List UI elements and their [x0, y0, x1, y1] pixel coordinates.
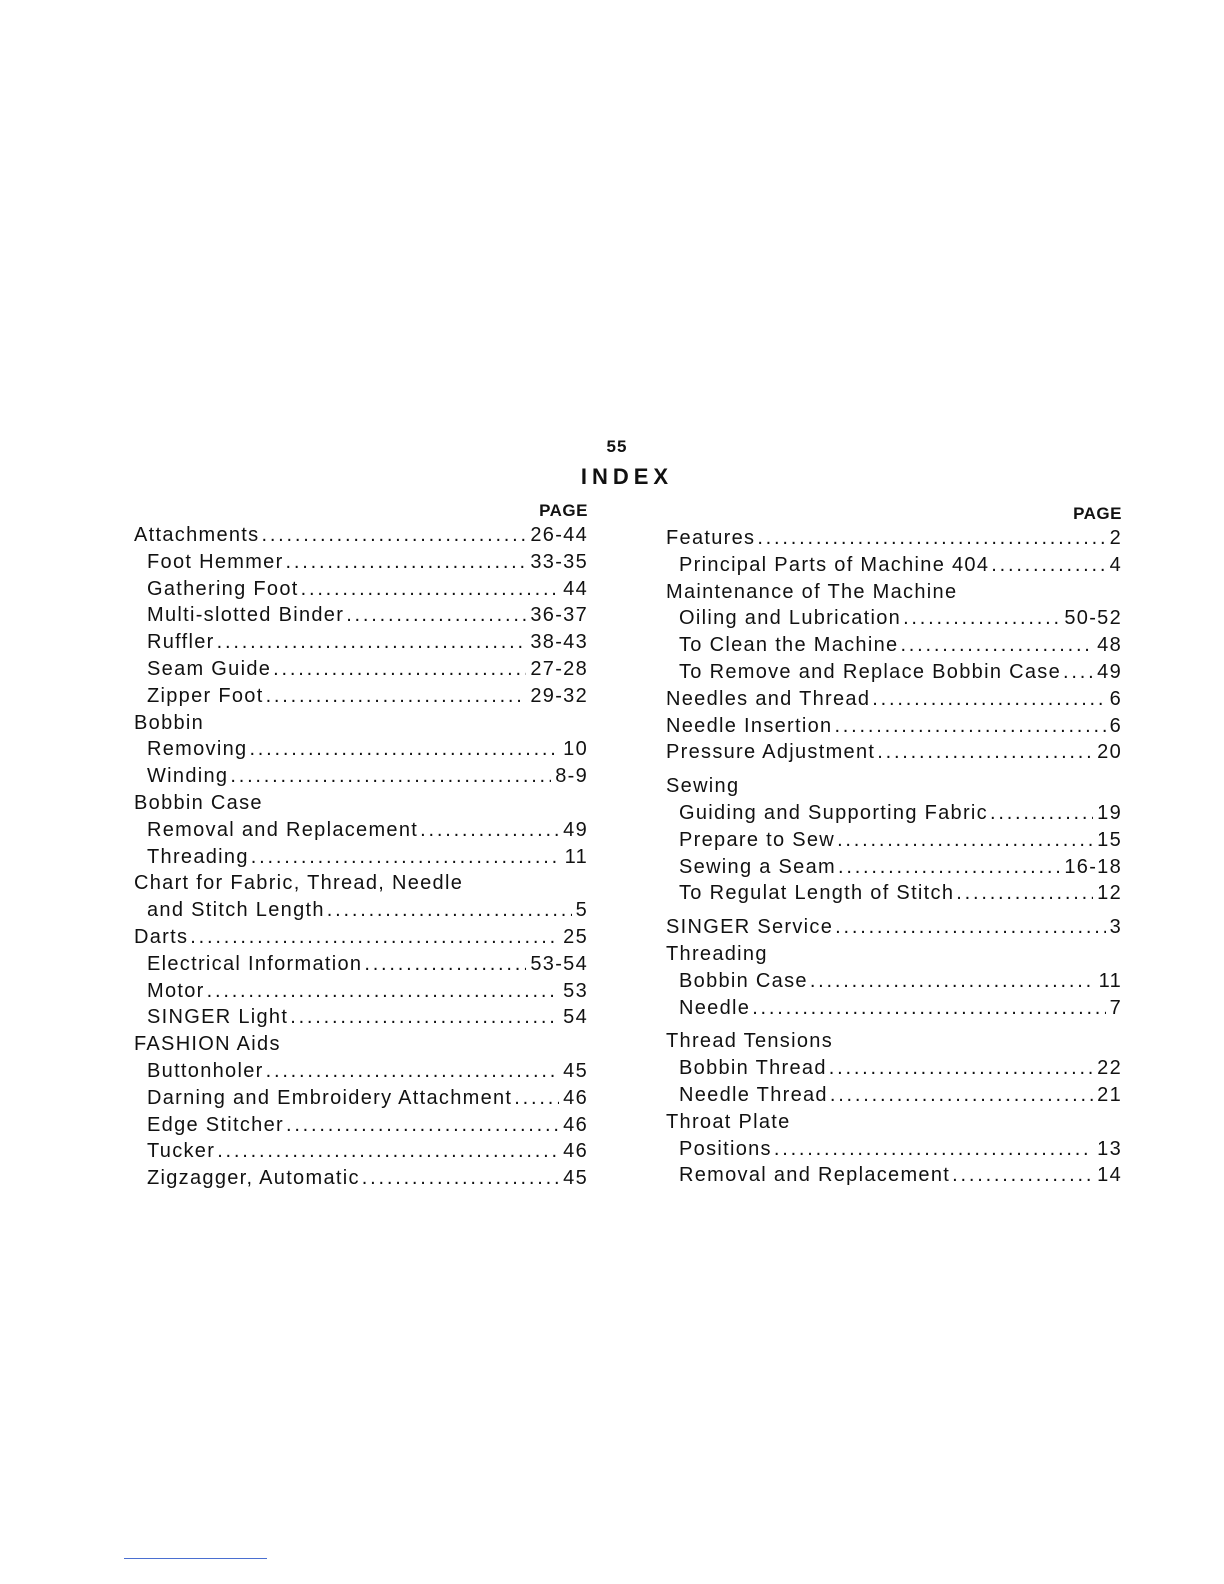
entry-page-number: 5: [575, 899, 588, 922]
dot-leader: [266, 1058, 560, 1085]
entry-page-number: 25: [563, 925, 588, 948]
index-entry: [134, 522, 588, 549]
dot-leader: [1063, 659, 1093, 686]
entry-label: Bobbin Case: [679, 969, 808, 992]
index-entry: [134, 870, 588, 897]
index-entries-left: [134, 522, 588, 1192]
dot-leader: [249, 736, 559, 763]
entry-label: Attachments: [134, 524, 260, 546]
entry-page-number: 16-18: [1064, 855, 1122, 878]
index-subentry: [134, 629, 588, 656]
index-subentry: [134, 576, 588, 603]
entry-label: Bobbin Thread: [679, 1057, 827, 1080]
entry-page-number: 8-9: [555, 765, 588, 788]
entry-label: SINGER Service: [666, 916, 834, 939]
entry-label: Darning and Embroidery Attachment: [147, 1086, 513, 1109]
entry-label: Threading: [147, 845, 249, 868]
dot-leader: [290, 1004, 559, 1031]
index-subentry: [134, 1138, 588, 1165]
entry-page-number: 3: [1109, 916, 1122, 939]
entry-page-number: 26-44: [530, 524, 588, 546]
entry-label: Multi-slotted Binder: [147, 604, 345, 627]
entry-page-number: 53-54: [530, 952, 588, 975]
entry-page-number: 48: [1097, 634, 1122, 657]
entry-page-number: 27-28: [530, 657, 588, 680]
dot-leader: [774, 1136, 1093, 1163]
index-subentry: [134, 897, 588, 924]
index-entries-right: [666, 525, 1122, 1189]
entry-label: Principal Parts of Machine 404: [679, 553, 990, 576]
entry-page-number: 36-37: [530, 604, 588, 627]
index-subentry: [134, 844, 588, 871]
entry-label: Needles and Thread: [666, 687, 871, 710]
entry-label: Electrical Information: [147, 952, 363, 975]
index-subentry: [134, 1112, 588, 1139]
dot-leader: [420, 817, 559, 844]
dot-leader: [757, 525, 1105, 552]
index-subentry: [666, 552, 1122, 579]
index-subentry: [134, 1058, 588, 1085]
dot-leader: [903, 605, 1060, 632]
entry-page-number: 49: [1097, 660, 1122, 683]
index-subentry: [134, 951, 588, 978]
index-entry: [666, 525, 1122, 552]
entry-page-number: 38-43: [530, 631, 588, 654]
entry-page-number: 22: [1097, 1057, 1122, 1080]
index-subentry: [666, 1082, 1122, 1109]
dot-leader: [837, 827, 1093, 854]
index-subentry: [666, 854, 1122, 881]
entry-label: Removal and Replacement: [147, 818, 419, 841]
entry-label: To Remove and Replace Bobbin Case: [679, 660, 1061, 683]
entry-label: Zigzagger, Automatic: [147, 1167, 360, 1190]
dot-leader: [217, 1138, 559, 1165]
entry-label: SINGER Light: [147, 1006, 289, 1029]
index-subentry: [134, 656, 588, 683]
dot-leader: [834, 713, 1105, 740]
dot-leader: [990, 800, 1093, 827]
page-column-header: PAGE: [539, 501, 588, 520]
index-entry: [134, 790, 588, 817]
dot-leader: [952, 1162, 1093, 1189]
index-subentry: [666, 1162, 1122, 1189]
section-gap: [666, 766, 1122, 773]
dot-leader: [327, 897, 572, 924]
entry-label: FASHION Aids: [134, 1033, 281, 1056]
index-entry: [666, 739, 1122, 766]
dot-leader: [301, 576, 560, 603]
entry-label: Prepare to Sew: [679, 828, 836, 851]
dot-leader: [991, 552, 1105, 579]
entry-label: Features: [666, 527, 756, 549]
entry-page-number: 45: [563, 1167, 588, 1190]
entry-page-number: 6: [1109, 714, 1122, 737]
dot-leader: [830, 1082, 1093, 1109]
entry-label: Motor: [147, 979, 205, 1002]
entry-page-number: 44: [563, 577, 588, 600]
index-subentry: [134, 736, 588, 763]
entry-page-number: 46: [563, 1086, 588, 1109]
dot-leader: [835, 914, 1105, 941]
entry-label: and Stitch Length: [147, 899, 325, 922]
entry-page-number: 49: [563, 818, 588, 841]
entry-label: Gathering Foot: [147, 577, 299, 600]
entry-page-number: 4: [1109, 553, 1122, 576]
dot-leader: [207, 978, 560, 1005]
dot-leader: [877, 739, 1093, 766]
entry-label: Maintenance of The Machine: [666, 580, 958, 603]
page-number: 55: [606, 437, 628, 456]
index-subentry: [666, 995, 1122, 1022]
index-subentry: [666, 659, 1122, 686]
entry-page-number: 14: [1097, 1164, 1122, 1187]
entry-label: Positions: [679, 1137, 772, 1160]
dot-leader: [829, 1055, 1093, 1082]
dot-leader: [273, 656, 526, 683]
entry-page-number: 54: [563, 1006, 588, 1029]
index-entry: [134, 924, 588, 951]
entry-label: Threading: [666, 942, 768, 965]
entry-label: Sewing a Seam: [679, 855, 836, 878]
entry-label: To Regulat Length of Stitch: [679, 882, 955, 905]
entry-page-number: 19: [1097, 801, 1122, 824]
entry-page-number: 11: [564, 845, 588, 868]
entry-label: Thread Tensions: [666, 1030, 833, 1053]
index-entry: [666, 773, 1122, 800]
dot-leader: [838, 854, 1060, 881]
entry-label: To Clean the Machine: [679, 634, 899, 657]
index-entry: [666, 686, 1122, 713]
index-subentry: [134, 602, 588, 629]
dot-leader: [872, 686, 1105, 713]
entry-label: Darts: [134, 925, 189, 948]
index-entry: [666, 941, 1122, 968]
dot-leader: [261, 522, 526, 549]
index-subentry: [134, 1165, 588, 1192]
entry-label: Bobbin: [134, 711, 205, 734]
entry-page-number: 46: [563, 1140, 588, 1163]
index-subentry: [666, 800, 1122, 827]
dot-leader: [266, 683, 527, 710]
entry-page-number: 50-52: [1064, 607, 1122, 630]
entry-label: Seam Guide: [147, 657, 272, 680]
dot-leader: [230, 763, 551, 790]
entry-page-number: 46: [563, 1113, 588, 1136]
dot-leader: [810, 968, 1095, 995]
entry-label: Tucker: [147, 1140, 216, 1163]
entry-page-number: 29-32: [530, 684, 588, 707]
dot-leader: [286, 549, 527, 576]
index-subentry: [134, 683, 588, 710]
section-gap: [666, 1021, 1122, 1028]
dot-leader: [956, 880, 1093, 907]
entry-page-number: 7: [1109, 996, 1122, 1019]
index-column-right: [666, 503, 1122, 1189]
entry-page-number: 6: [1109, 687, 1122, 710]
entry-page-number: 2: [1109, 527, 1122, 549]
dot-leader: [900, 632, 1093, 659]
index-subentry: [134, 1085, 588, 1112]
index-subentry: [666, 632, 1122, 659]
entry-page-number: 15: [1097, 828, 1122, 851]
index-subentry: [134, 549, 588, 576]
entry-page-number: 12: [1097, 882, 1122, 905]
index-subentry: [666, 968, 1122, 995]
dot-leader: [364, 951, 526, 978]
index-entry: [134, 710, 588, 737]
entry-page-number: 45: [563, 1059, 588, 1082]
entry-label: Needle: [679, 996, 751, 1019]
index-subentry: [134, 763, 588, 790]
entry-label: Ruffler: [147, 631, 215, 654]
index-entry: [666, 713, 1122, 740]
entry-page-number: 20: [1097, 741, 1122, 764]
index-subentry: [666, 1055, 1122, 1082]
dot-leader: [217, 629, 527, 656]
index-entry: [666, 1109, 1122, 1136]
entry-label: Removing: [147, 738, 248, 761]
index-subentry: [666, 880, 1122, 907]
index-entry: [666, 914, 1122, 941]
entry-label: Throat Plate: [666, 1110, 791, 1133]
dot-leader: [514, 1085, 559, 1112]
entry-label: Chart for Fabric, Thread, Needle: [134, 872, 464, 895]
index-entry: [666, 579, 1122, 606]
entry-page-number: 11: [1098, 969, 1122, 992]
index-subentry: [666, 605, 1122, 632]
dot-leader: [190, 924, 559, 951]
index-column-left: [134, 500, 588, 1192]
index-subentry: [134, 978, 588, 1005]
dot-leader: [752, 995, 1105, 1022]
index-subentry: [666, 1136, 1122, 1163]
index-title: INDEX: [580, 464, 674, 489]
entry-label: Zipper Foot: [147, 684, 264, 707]
dot-leader: [251, 844, 561, 871]
index-entry: [134, 1031, 588, 1058]
entry-label: Sewing: [666, 775, 740, 798]
entry-page-number: 13: [1097, 1137, 1122, 1160]
entry-label: Oiling and Lubrication: [679, 607, 902, 630]
entry-label: Buttonholer: [147, 1059, 264, 1082]
index-subentry: [134, 817, 588, 844]
entry-page-number: 53: [563, 979, 588, 1002]
entry-page-number: 10: [563, 738, 588, 761]
footer-rule: [124, 1558, 267, 1559]
entry-label: Foot Hemmer: [147, 550, 284, 573]
entry-label: Edge Stitcher: [147, 1113, 284, 1136]
index-subentry: [134, 1004, 588, 1031]
entry-label: Needle Insertion: [666, 714, 833, 737]
entry-label: Winding: [147, 765, 229, 788]
index-entry: [666, 1028, 1122, 1055]
page-column-header: PAGE: [1073, 504, 1122, 523]
dot-leader: [362, 1165, 559, 1192]
section-gap: [666, 907, 1122, 914]
entry-label: Needle Thread: [679, 1083, 828, 1106]
entry-page-number: 21: [1097, 1083, 1122, 1106]
index-subentry: [666, 827, 1122, 854]
dot-leader: [286, 1112, 559, 1139]
entry-label: Guiding and Supporting Fabric: [679, 801, 988, 824]
entry-label: Pressure Adjustment: [666, 741, 876, 764]
entry-label: Removal and Replacement: [679, 1164, 951, 1187]
entry-label: Bobbin Case: [134, 791, 263, 814]
entry-page-number: 33-35: [530, 550, 588, 573]
dot-leader: [346, 602, 526, 629]
